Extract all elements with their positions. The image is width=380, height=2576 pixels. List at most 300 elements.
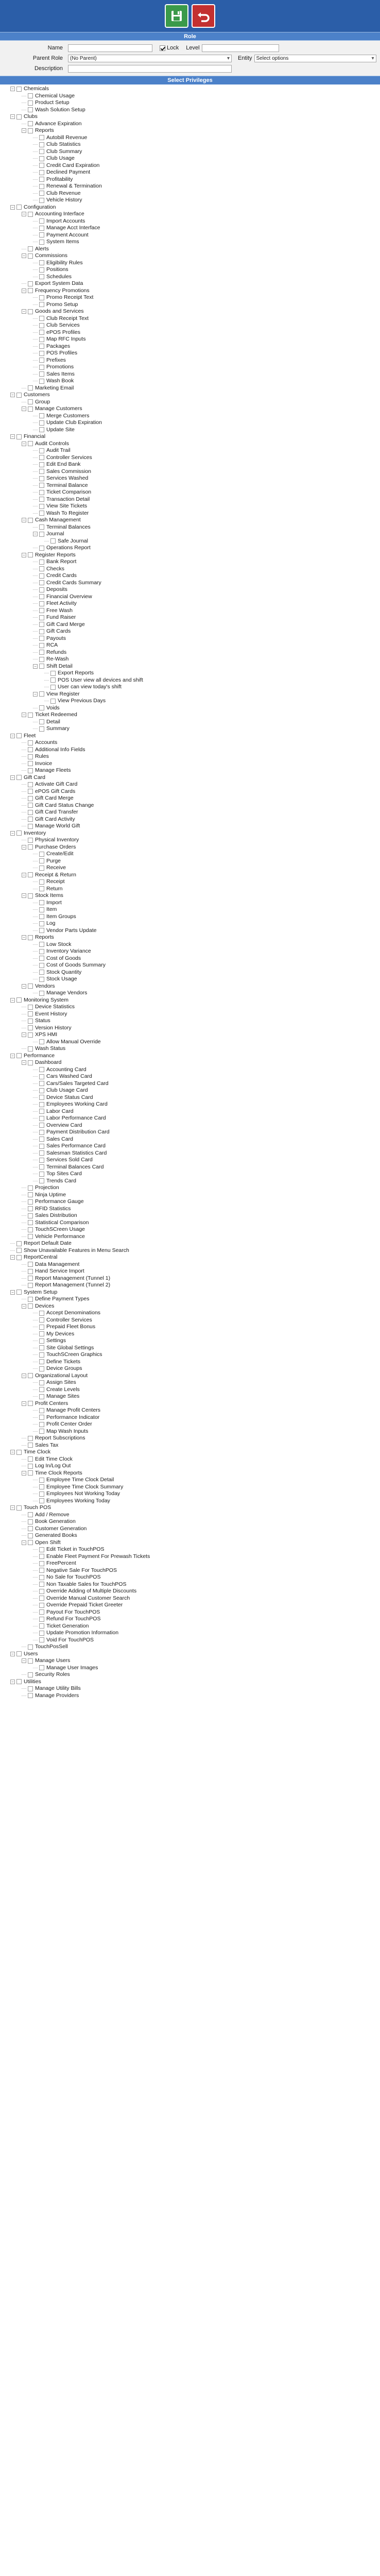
privilege-checkbox[interactable] (39, 469, 44, 474)
tree-item[interactable] (10, 371, 380, 378)
tree-item[interactable] (10, 760, 380, 768)
privilege-checkbox[interactable] (39, 900, 44, 905)
privilege-checkbox[interactable] (16, 1505, 22, 1511)
privilege-checkbox[interactable] (39, 142, 44, 147)
collapse-toggle-icon[interactable]: − (22, 713, 26, 717)
privilege-checkbox[interactable] (39, 1081, 44, 1086)
collapse-toggle-icon[interactable]: − (22, 1304, 26, 1309)
tree-item[interactable] (10, 1094, 380, 1101)
privilege-checkbox[interactable] (28, 782, 33, 787)
tree-item[interactable] (10, 1470, 380, 1477)
tree-item[interactable] (10, 892, 380, 900)
privilege-checkbox[interactable] (39, 1589, 44, 1594)
tree-item[interactable] (10, 572, 380, 580)
privilege-checkbox[interactable] (39, 226, 44, 231)
collapse-toggle-icon[interactable]: − (10, 393, 15, 397)
privilege-checkbox[interactable] (39, 1039, 44, 1044)
tree-item[interactable] (10, 698, 380, 705)
privilege-checkbox[interactable] (39, 532, 44, 537)
privilege-checkbox[interactable] (39, 135, 44, 140)
privilege-checkbox[interactable] (28, 747, 33, 752)
privilege-checkbox[interactable] (39, 1568, 44, 1573)
tree-item[interactable] (10, 886, 380, 893)
tree-item[interactable] (10, 107, 380, 114)
privilege-checkbox[interactable] (39, 1137, 44, 1142)
privilege-checkbox[interactable] (16, 393, 22, 398)
tree-item[interactable] (10, 1053, 380, 1060)
privilege-checkbox[interactable] (39, 358, 44, 363)
privilege-checkbox[interactable] (39, 1609, 44, 1615)
tree-item[interactable] (10, 1171, 380, 1178)
collapse-toggle-icon[interactable]: − (10, 87, 15, 91)
tree-item[interactable] (10, 1108, 380, 1115)
tree-item[interactable] (10, 1484, 380, 1491)
privilege-checkbox[interactable] (39, 1394, 44, 1399)
collapse-toggle-icon[interactable]: − (33, 692, 38, 697)
tree-item[interactable] (10, 753, 380, 760)
tree-item[interactable] (10, 141, 380, 148)
collapse-toggle-icon[interactable]: − (22, 1374, 26, 1378)
tree-item[interactable] (10, 183, 380, 190)
tree-item[interactable] (10, 1004, 380, 1011)
tree-item[interactable] (10, 392, 380, 399)
privilege-checkbox[interactable] (39, 1561, 44, 1566)
undo-button[interactable] (192, 4, 215, 28)
tree-item[interactable] (10, 1087, 380, 1094)
tree-item[interactable] (10, 482, 380, 489)
privilege-checkbox[interactable] (39, 1492, 44, 1497)
tree-item[interactable] (10, 628, 380, 635)
tree-item[interactable] (10, 1365, 380, 1372)
tree-item[interactable] (10, 1553, 380, 1561)
collapse-toggle-icon[interactable]: − (22, 128, 26, 133)
privilege-checkbox[interactable] (28, 1032, 33, 1038)
tree-item[interactable] (10, 162, 380, 170)
privilege-checkbox[interactable] (39, 1366, 44, 1371)
privilege-checkbox[interactable] (28, 385, 33, 391)
tree-item[interactable] (10, 816, 380, 823)
privilege-checkbox[interactable] (39, 344, 44, 349)
tree-item[interactable] (10, 566, 380, 573)
collapse-toggle-icon[interactable]: − (22, 1060, 26, 1065)
tree-item[interactable] (10, 1296, 380, 1303)
privilege-checkbox[interactable] (28, 1645, 33, 1650)
tree-item[interactable] (10, 1324, 380, 1331)
privilege-checkbox[interactable] (50, 685, 56, 690)
collapse-toggle-icon[interactable]: − (10, 434, 15, 439)
privilege-checkbox[interactable] (39, 587, 44, 592)
privilege-checkbox[interactable] (16, 114, 22, 120)
privilege-checkbox[interactable] (39, 1415, 44, 1420)
privilege-checkbox[interactable] (39, 1623, 44, 1629)
tree-item[interactable] (10, 294, 380, 301)
privilege-checkbox[interactable] (39, 566, 44, 571)
tree-item[interactable] (10, 489, 380, 496)
tree-item[interactable] (10, 1157, 380, 1164)
tree-item[interactable] (10, 1025, 380, 1032)
privilege-checkbox[interactable] (39, 629, 44, 634)
tree-item[interactable] (10, 844, 380, 851)
privilege-checkbox[interactable] (28, 1686, 33, 1691)
tree-item[interactable] (10, 1449, 380, 1456)
collapse-toggle-icon[interactable]: − (22, 1032, 26, 1037)
privilege-checkbox[interactable] (39, 302, 44, 307)
privilege-checkbox[interactable] (39, 615, 44, 620)
collapse-toggle-icon[interactable]: − (10, 1652, 15, 1656)
tree-item[interactable] (10, 1581, 380, 1588)
privilege-checkbox[interactable] (39, 149, 44, 154)
tree-item[interactable] (10, 711, 380, 719)
privilege-checkbox[interactable] (39, 726, 44, 732)
privilege-checkbox[interactable] (28, 1283, 33, 1288)
tree-item[interactable] (10, 955, 380, 962)
tree-item[interactable] (10, 767, 380, 774)
privilege-checkbox[interactable] (39, 879, 44, 885)
privilege-checkbox[interactable] (39, 636, 44, 641)
tree-item[interactable] (10, 225, 380, 232)
collapse-toggle-icon[interactable]: − (22, 1471, 26, 1476)
privilege-checkbox[interactable] (28, 399, 33, 404)
privilege-checkbox[interactable] (28, 288, 33, 293)
tree-item[interactable] (10, 1011, 380, 1018)
privilege-checkbox[interactable] (39, 1172, 44, 1177)
tree-item[interactable] (10, 781, 380, 788)
tree-item[interactable] (10, 1679, 380, 1686)
privilege-checkbox[interactable] (39, 497, 44, 502)
privilege-checkbox[interactable] (39, 956, 44, 961)
tree-item[interactable] (10, 1212, 380, 1219)
collapse-toggle-icon[interactable]: − (10, 1054, 15, 1058)
tree-item[interactable] (10, 419, 380, 427)
collapse-toggle-icon[interactable]: − (10, 1680, 15, 1684)
tree-item[interactable] (10, 1219, 380, 1227)
privilege-checkbox[interactable] (28, 1234, 33, 1239)
tree-item[interactable] (10, 677, 380, 684)
tree-item[interactable] (10, 1504, 380, 1512)
privilege-checkbox[interactable] (28, 838, 33, 843)
collapse-toggle-icon[interactable]: − (22, 212, 26, 216)
tree-item[interactable] (10, 594, 380, 601)
tree-item[interactable] (10, 357, 380, 364)
privilege-checkbox[interactable] (39, 866, 44, 871)
privilege-checkbox[interactable] (28, 1401, 33, 1406)
tree-item[interactable] (10, 1692, 380, 1700)
collapse-toggle-icon[interactable]: − (22, 553, 26, 557)
privilege-checkbox[interactable] (28, 1060, 33, 1065)
level-input[interactable] (202, 44, 279, 52)
collapse-toggle-icon[interactable]: − (10, 1255, 15, 1260)
privilege-checkbox[interactable] (39, 705, 44, 710)
tree-item[interactable] (10, 1372, 380, 1380)
privilege-checkbox[interactable] (39, 1387, 44, 1392)
tree-item[interactable] (10, 308, 380, 315)
privilege-checkbox[interactable] (39, 1554, 44, 1559)
privilege-checkbox[interactable] (39, 691, 44, 697)
tree-item[interactable] (10, 747, 380, 754)
tree-item[interactable] (10, 684, 380, 691)
privilege-checkbox[interactable] (39, 963, 44, 968)
tree-item[interactable] (10, 1192, 380, 1199)
tree-item[interactable] (10, 1657, 380, 1665)
tree-item[interactable] (10, 1282, 380, 1289)
tree-item[interactable] (10, 663, 380, 670)
privilege-checkbox[interactable] (28, 1672, 33, 1677)
privilege-checkbox[interactable] (28, 1443, 33, 1448)
privilege-checkbox[interactable] (39, 1575, 44, 1580)
tree-item[interactable] (10, 1101, 380, 1108)
tree-item[interactable] (10, 538, 380, 545)
privilege-checkbox[interactable] (16, 1241, 22, 1246)
tree-item[interactable] (10, 190, 380, 197)
privilege-checkbox[interactable] (39, 1311, 44, 1316)
tree-item[interactable] (10, 1623, 380, 1630)
privilege-checkbox[interactable] (28, 810, 33, 815)
privilege-checkbox[interactable] (16, 1651, 22, 1656)
privilege-checkbox[interactable] (28, 246, 33, 251)
privilege-checkbox[interactable] (28, 281, 33, 286)
tree-item[interactable] (10, 1240, 380, 1247)
privilege-checkbox[interactable] (16, 1053, 22, 1058)
privilege-checkbox[interactable] (28, 1658, 33, 1664)
privilege-checkbox[interactable] (28, 1526, 33, 1531)
tree-item[interactable] (10, 1435, 380, 1442)
tree-item[interactable] (10, 315, 380, 323)
tree-item[interactable] (10, 1115, 380, 1122)
privilege-checkbox[interactable] (39, 1158, 44, 1163)
tree-item[interactable] (10, 1477, 380, 1484)
privilege-checkbox[interactable] (39, 608, 44, 613)
privilege-checkbox[interactable] (28, 984, 33, 989)
privilege-checkbox[interactable] (39, 852, 44, 857)
tree-item[interactable] (10, 239, 380, 246)
privilege-checkbox[interactable] (39, 191, 44, 196)
tree-item[interactable] (10, 607, 380, 615)
privilege-checkbox[interactable] (39, 1088, 44, 1093)
tree-item[interactable] (10, 475, 380, 482)
privilege-checkbox[interactable] (39, 601, 44, 606)
privilege-checkbox[interactable] (39, 1150, 44, 1156)
collapse-toggle-icon[interactable]: − (22, 1401, 26, 1406)
privilege-checkbox[interactable] (28, 518, 33, 523)
privilege-checkbox[interactable] (39, 928, 44, 933)
privilege-checkbox[interactable] (39, 1317, 44, 1323)
tree-item[interactable] (10, 1289, 380, 1296)
privilege-checkbox[interactable] (39, 420, 44, 426)
privilege-checkbox[interactable] (50, 538, 56, 544)
privilege-checkbox[interactable] (39, 1130, 44, 1135)
tree-item[interactable] (10, 343, 380, 350)
tree-item[interactable] (10, 858, 380, 865)
privilege-checkbox[interactable] (39, 970, 44, 975)
privilege-checkbox[interactable] (28, 1464, 33, 1469)
tree-item[interactable] (10, 1532, 380, 1539)
privilege-checkbox[interactable] (39, 1352, 44, 1358)
privilege-checkbox[interactable] (39, 991, 44, 996)
tree-item[interactable] (10, 1073, 380, 1080)
privilege-checkbox[interactable] (28, 1456, 33, 1462)
privilege-checkbox[interactable] (28, 309, 33, 314)
tree-item[interactable] (10, 1233, 380, 1241)
privilege-checkbox[interactable] (39, 650, 44, 655)
privilege-checkbox[interactable] (39, 546, 44, 551)
tree-item[interactable] (10, 503, 380, 510)
tree-item[interactable] (10, 461, 380, 468)
tree-item[interactable] (10, 274, 380, 281)
privilege-checkbox[interactable] (39, 1067, 44, 1072)
tree-item[interactable] (10, 934, 380, 941)
privilege-checkbox[interactable] (39, 170, 44, 175)
privilege-checkbox[interactable] (28, 803, 33, 808)
tree-item[interactable] (10, 837, 380, 844)
privilege-checkbox[interactable] (39, 1109, 44, 1114)
tree-item[interactable] (10, 1303, 380, 1310)
privilege-checkbox[interactable] (39, 1144, 44, 1149)
tree-item[interactable] (10, 1616, 380, 1623)
tree-item[interactable] (10, 134, 380, 142)
privilege-checkbox[interactable] (39, 1116, 44, 1121)
collapse-toggle-icon[interactable]: − (10, 1505, 15, 1510)
collapse-toggle-icon[interactable]: − (10, 205, 15, 210)
collapse-toggle-icon[interactable]: − (22, 845, 26, 850)
tree-item[interactable] (10, 1379, 380, 1386)
tree-item[interactable] (10, 1498, 380, 1505)
privilege-checkbox[interactable] (39, 643, 44, 648)
tree-item[interactable] (10, 1317, 380, 1324)
tree-item[interactable] (10, 1039, 380, 1046)
privilege-checkbox[interactable] (28, 844, 33, 850)
privilege-checkbox[interactable] (39, 524, 44, 530)
privilege-checkbox[interactable] (28, 253, 33, 259)
privilege-checkbox[interactable] (28, 1693, 33, 1698)
privilege-checkbox[interactable] (28, 406, 33, 412)
collapse-toggle-icon[interactable]: − (22, 442, 26, 446)
tree-item[interactable] (10, 1595, 380, 1602)
privilege-checkbox[interactable] (39, 1603, 44, 1608)
tree-item[interactable] (10, 1421, 380, 1428)
tree-item[interactable] (10, 1651, 380, 1658)
collapse-toggle-icon[interactable]: − (10, 775, 15, 780)
privilege-checkbox[interactable] (39, 1596, 44, 1601)
privilege-checkbox[interactable] (28, 552, 33, 557)
tree-item[interactable] (10, 1018, 380, 1025)
privilege-checkbox[interactable] (28, 796, 33, 801)
tree-item[interactable] (10, 1671, 380, 1679)
tree-item[interactable] (10, 1310, 380, 1317)
tree-item[interactable] (10, 1136, 380, 1143)
privilege-checkbox[interactable] (16, 205, 22, 210)
tree-item[interactable] (10, 1463, 380, 1470)
tree-item[interactable] (10, 246, 380, 253)
tree-item[interactable] (10, 600, 380, 607)
tree-item[interactable] (10, 962, 380, 969)
tree-item[interactable] (10, 1261, 380, 1268)
collapse-toggle-icon[interactable]: − (22, 518, 26, 522)
privilege-checkbox[interactable] (39, 1631, 44, 1636)
privilege-checkbox[interactable] (39, 323, 44, 328)
tree-item[interactable] (10, 86, 380, 93)
tree-item[interactable] (10, 586, 380, 594)
privilege-checkbox[interactable] (39, 1582, 44, 1587)
tree-item[interactable] (10, 614, 380, 621)
tree-item[interactable] (10, 872, 380, 879)
privilege-checkbox[interactable] (28, 1269, 33, 1274)
tree-item[interactable] (10, 1275, 380, 1282)
tree-item[interactable] (10, 802, 380, 809)
tree-item[interactable] (10, 1331, 380, 1338)
privilege-checkbox[interactable] (28, 1011, 33, 1016)
privilege-checkbox[interactable] (16, 1290, 22, 1295)
privilege-checkbox[interactable] (50, 699, 56, 704)
tree-item[interactable] (10, 865, 380, 872)
privilege-checkbox[interactable] (28, 1227, 33, 1232)
privilege-checkbox[interactable] (39, 664, 44, 669)
privilege-checkbox[interactable] (39, 1637, 44, 1642)
privilege-checkbox[interactable] (39, 1498, 44, 1503)
entity-select[interactable]: Select options ▾ (254, 55, 376, 62)
privilege-checkbox[interactable] (39, 858, 44, 863)
privilege-checkbox[interactable] (28, 1019, 33, 1024)
collapse-toggle-icon[interactable]: − (22, 984, 26, 989)
collapse-toggle-icon[interactable]: − (22, 253, 26, 258)
tree-item[interactable] (10, 1574, 380, 1581)
privilege-checkbox[interactable] (16, 87, 22, 92)
privilege-checkbox[interactable] (16, 1450, 22, 1455)
privilege-checkbox[interactable] (28, 713, 33, 718)
privilege-checkbox[interactable] (39, 1164, 44, 1170)
tree-item[interactable] (10, 280, 380, 287)
privilege-checkbox[interactable] (39, 351, 44, 356)
tree-item[interactable] (10, 121, 380, 128)
tree-item[interactable] (10, 774, 380, 782)
tree-item[interactable] (10, 1407, 380, 1414)
privilege-checkbox[interactable] (39, 1665, 44, 1670)
privilege-checkbox[interactable] (39, 657, 44, 662)
privilege-checkbox[interactable] (28, 768, 33, 773)
privilege-checkbox[interactable] (28, 789, 33, 794)
tree-item[interactable] (10, 260, 380, 267)
tree-item[interactable] (10, 1643, 380, 1651)
tree-item[interactable] (10, 691, 380, 698)
tree-item[interactable] (10, 670, 380, 677)
privilege-checkbox[interactable] (39, 594, 44, 599)
privilege-checkbox[interactable] (28, 754, 33, 759)
tree-item[interactable] (10, 440, 380, 448)
privilege-checkbox[interactable] (39, 177, 44, 182)
tree-item[interactable] (10, 1414, 380, 1421)
tree-item[interactable] (10, 413, 380, 420)
privilege-checkbox[interactable] (28, 893, 33, 899)
privilege-checkbox[interactable] (39, 921, 44, 926)
tree-item[interactable] (10, 517, 380, 524)
privilege-checkbox[interactable] (28, 1046, 33, 1052)
privilege-checkbox[interactable] (39, 1325, 44, 1330)
tree-item[interactable] (10, 329, 380, 336)
privilege-checkbox[interactable] (28, 1025, 33, 1030)
privilege-checkbox[interactable] (39, 267, 44, 273)
privilege-checkbox[interactable] (16, 997, 22, 1003)
tree-item[interactable] (10, 524, 380, 531)
privilege-checkbox[interactable] (28, 1519, 33, 1524)
tree-item[interactable] (10, 1685, 380, 1692)
collapse-toggle-icon[interactable]: − (10, 734, 15, 738)
tree-item[interactable] (10, 113, 380, 121)
privilege-checkbox[interactable] (39, 977, 44, 982)
privilege-checkbox[interactable] (39, 914, 44, 919)
tree-item[interactable] (10, 364, 380, 371)
privilege-checkbox[interactable] (39, 949, 44, 954)
privilege-checkbox[interactable] (39, 1102, 44, 1107)
tree-item[interactable] (10, 1178, 380, 1185)
